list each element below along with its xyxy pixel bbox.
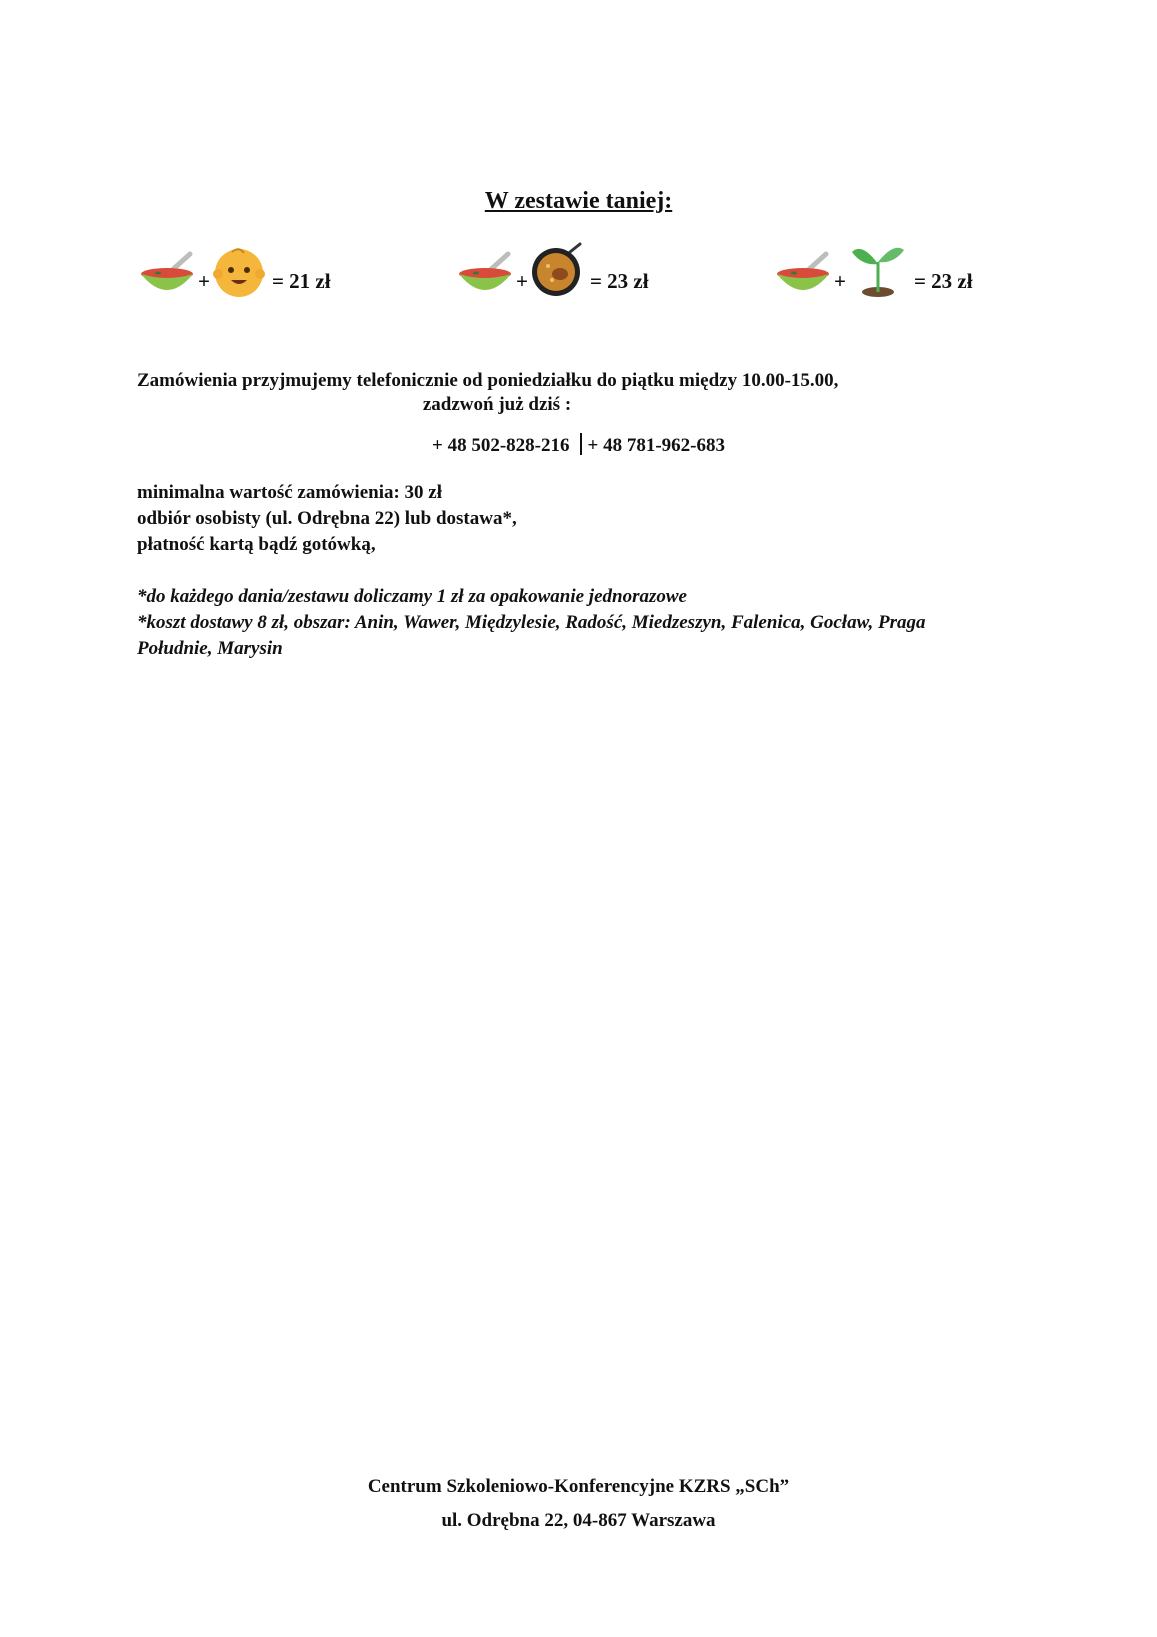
- plus-sign: +: [834, 269, 846, 293]
- combo-price: = 23 zł: [589, 269, 649, 293]
- baby-face-icon: [212, 244, 266, 298]
- soup-bowl-icon: [458, 250, 514, 298]
- combo-soup-main: [458, 238, 649, 298]
- footer-company-name: Centrum Szkoleniowo-Konferencyjne KZRS „SCh”: [367, 1476, 790, 1497]
- order-info: [137, 480, 517, 558]
- combo-soup-kids: [140, 238, 331, 298]
- payment-methods: płatność kartą bądź gotówką,: [137, 534, 376, 555]
- phone-numbers: [0, 433, 1157, 457]
- paella-pan-icon: [530, 242, 584, 298]
- combo-soup-vege: [776, 238, 973, 298]
- footnotes: [137, 584, 977, 662]
- order-hours: [137, 369, 987, 417]
- call-today-line: zadzwoń już dziś :: [422, 394, 572, 415]
- phone-separator: [580, 433, 582, 455]
- plus-sign: +: [198, 269, 210, 293]
- min-order-value: minimalna wartość zamówienia: 30 zł: [137, 482, 443, 503]
- phone-number-2[interactable]: + 48 781-962-683: [587, 435, 725, 456]
- soup-bowl-icon: [776, 250, 832, 298]
- page-title: W zestawie taniej:: [484, 188, 673, 214]
- packaging-note: *do każdego dania/zestawu doliczamy 1 zł za opakowanie jednorazowe: [137, 586, 687, 607]
- combo-price: = 23 zł: [913, 269, 973, 293]
- plus-sign: +: [516, 269, 528, 293]
- combo-price: = 21 zł: [271, 269, 331, 293]
- footer-address: ul. Odrębna 22, 04-867 Warszawa: [441, 1510, 716, 1531]
- delivery-note: *koszt dostawy 8 zł, obszar: Anin, Wawer, Międzylesie, Radość, Miedzeszyn, Falenica, Gocław, Praga Południe, Marysin: [137, 612, 926, 659]
- phone-number-1[interactable]: + 48 502-828-216: [432, 435, 570, 456]
- soup-bowl-icon: [140, 250, 196, 298]
- pickup-delivery: odbiór osobisty (ul. Odrębna 22) lub dostawa*,: [137, 508, 517, 529]
- seedling-icon: [848, 240, 908, 298]
- order-hours-line: Zamówienia przyjmujemy telefonicznie od poniedziałku do piątku między 10.00-15.00,: [137, 370, 839, 391]
